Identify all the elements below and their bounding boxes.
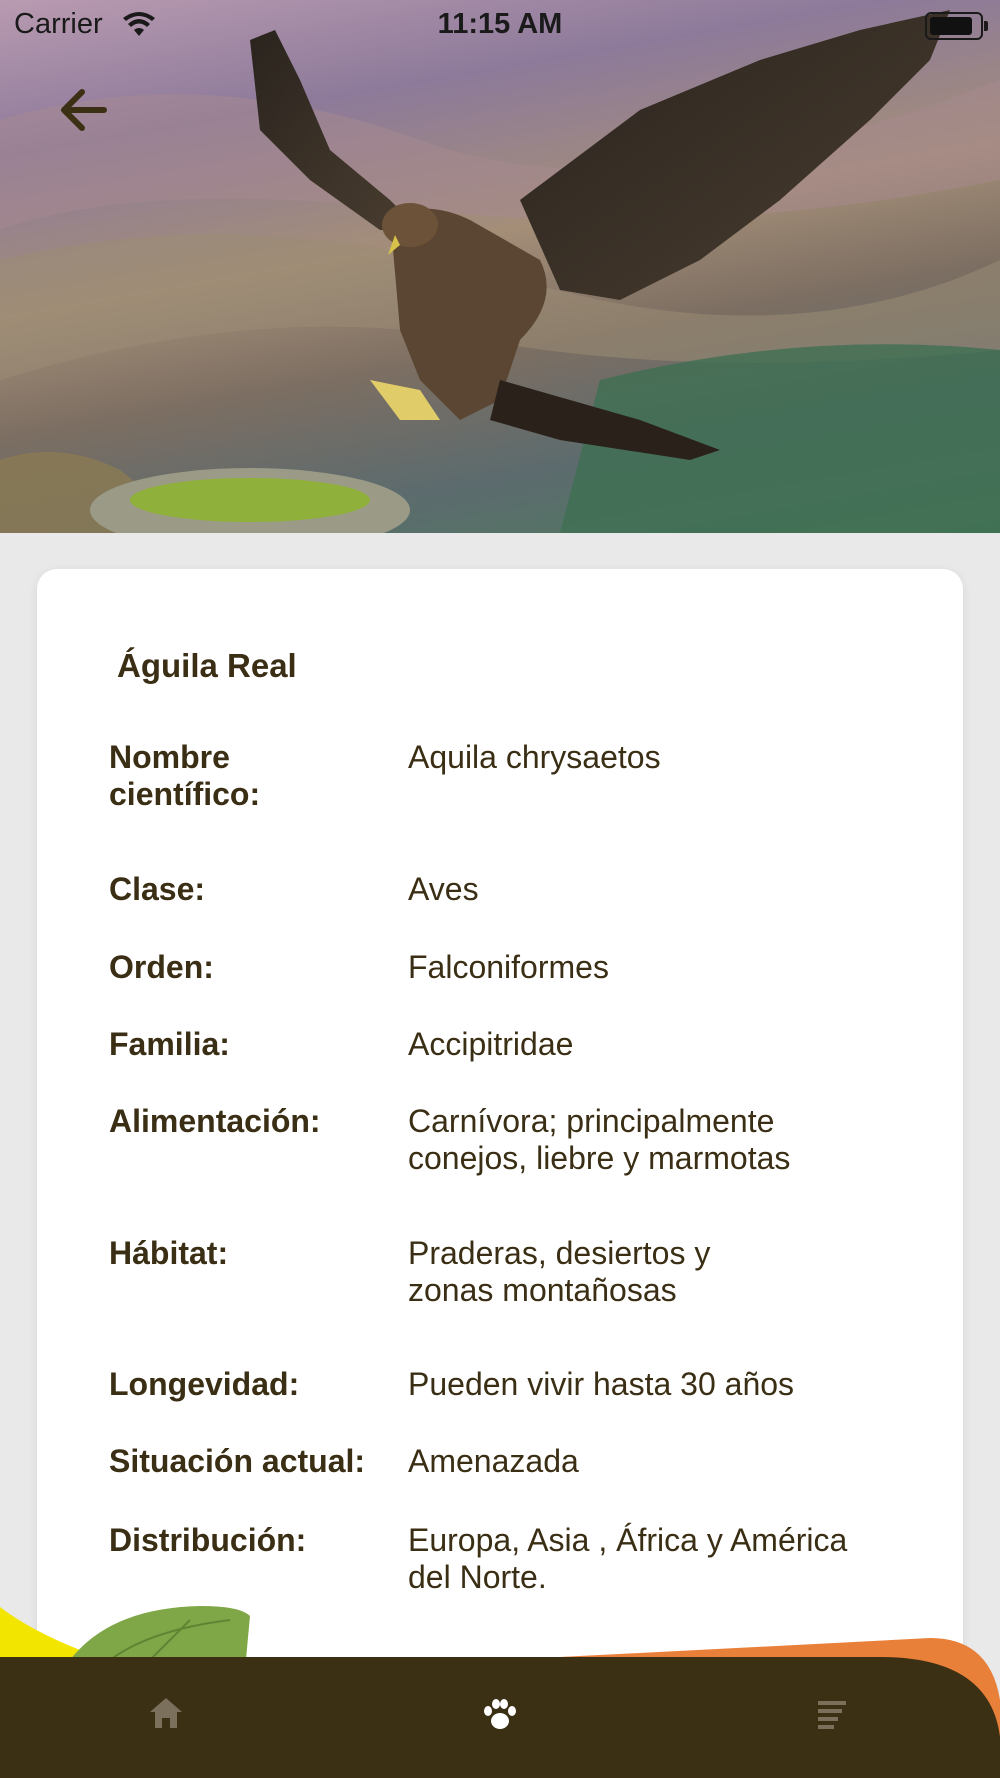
field-value: Praderas, desiertos y zonas montañosas [408, 1235, 711, 1308]
menu-icon [802, 1684, 862, 1744]
field-value: Amenazada [408, 1443, 579, 1479]
field-value: Carnívora; principalmente conejos, liebre y marmotas [408, 1103, 791, 1176]
field-value: Accipitridae [408, 1026, 574, 1062]
carrier-label: Carrier [14, 8, 103, 40]
eagle-photo [0, 0, 1000, 533]
nav-home[interactable] [136, 1684, 196, 1744]
animal-name: Águila Real [117, 647, 297, 684]
field-value: Falconiformes [408, 949, 609, 985]
home-icon [136, 1684, 196, 1744]
field-value: Aves [408, 871, 479, 907]
field-label: Hábitat: [109, 1235, 229, 1271]
nav-menu[interactable] [802, 1684, 862, 1744]
field-label: Clase: [109, 871, 206, 907]
field-value: Pueden vivir hasta 30 años [408, 1366, 795, 1402]
back-button[interactable] [52, 80, 116, 140]
field-label: Orden: [109, 949, 214, 985]
nav-animals[interactable] [470, 1684, 530, 1744]
field-label: Distribución: [109, 1522, 307, 1558]
field-label: Situación actual: [109, 1443, 366, 1479]
field-value: Europa, Asia , África y América del Norte. [408, 1522, 848, 1595]
field-label: Longevidad: [109, 1366, 300, 1402]
field-value: Aquila chrysaetos [408, 739, 661, 775]
battery-icon [925, 12, 983, 40]
field-label: Familia: [109, 1026, 230, 1062]
field-label: Nombre científico: [109, 739, 261, 812]
status-time: 11:15 AM [437, 8, 563, 40]
info-card [37, 569, 963, 1729]
paw-icon [470, 1684, 530, 1744]
hero-image [0, 0, 1000, 533]
field-label: Alimentación: [109, 1103, 321, 1139]
status-bar [0, 0, 1000, 50]
arrow-left-icon [52, 80, 116, 140]
